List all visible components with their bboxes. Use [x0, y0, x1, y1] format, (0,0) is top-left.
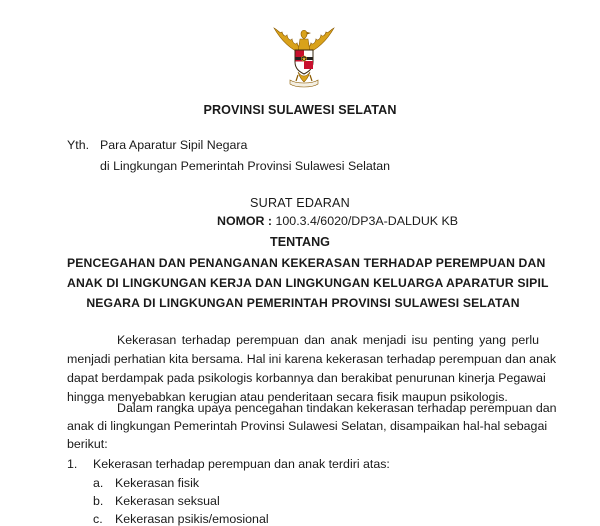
sublist-item: Kekerasan seksual	[115, 494, 220, 508]
subject-line: ANAK DI LINGKUNGAN KERJA DAN LINGKUNGAN KELUARGA APARATUR SIPIL	[67, 276, 549, 290]
letter-title: SURAT EDARAN	[250, 196, 350, 210]
recipient-line-2: di Lingkungan Pemerintah Provinsi Sulawesi Selatan	[100, 159, 390, 173]
sublist-letter: b.	[93, 494, 104, 508]
paragraph-line: berikut:	[67, 437, 108, 451]
paragraph-line: anak di lingkungan Pemerintah Provinsi Sulawesi Selatan, disampaikan hal-hal sebagai	[67, 419, 548, 433]
letter-number-label: NOMOR :	[217, 214, 273, 228]
paragraph-line: Kekerasan terhadap perempuan dan anak menjadi isu penting yang perlu	[117, 333, 539, 347]
sublist-letter: c.	[93, 512, 103, 526]
list-item: Kekerasan terhadap perempuan dan anak terdiri atas:	[93, 457, 390, 471]
sublist-letter: a.	[93, 476, 104, 490]
sublist-item: Kekerasan fisik	[115, 476, 200, 490]
subject-line: NEGARA DI LINGKUNGAN PEMERINTAH PROVINSI SULAWESI SELATAN	[86, 296, 520, 310]
province-title: PROVINSI SULAWESI SELATAN	[203, 103, 397, 117]
paragraph-line: menjadi perhatian kita bersama. Hal ini karena kekerasan terhadap perempuan dan anak	[67, 352, 557, 366]
about-label: TENTANG	[270, 235, 330, 249]
paragraph-line: hingga menyebabkan kerugian atau penderitaan secara fisik maupun psikologis.	[67, 390, 508, 404]
paragraph-line: Dalam rangka upaya pencegahan tindakan kekerasan terhadap perempuan dan	[117, 401, 557, 415]
letter-number	[217, 214, 458, 228]
subject-line: PENCEGAHAN DAN PENANGANAN KEKERASAN TERHADAP PEREMPUAN DAN	[67, 256, 546, 270]
recipient-line-1: Para Aparatur Sipil Negara	[100, 138, 248, 152]
sublist-item: Kekerasan psikis/emosional	[115, 512, 269, 526]
recipient-label: Yth.	[67, 138, 90, 152]
garuda-emblem-icon	[268, 20, 340, 92]
list-number: 1.	[67, 457, 78, 471]
paragraph-line: dapat berdampak pada psikologis korbannya dan berakibat penurunan kinerja Pegawai	[67, 371, 546, 385]
letter-number-value: 100.3.4/6020/DP3A-DALDUK KB	[275, 214, 459, 228]
